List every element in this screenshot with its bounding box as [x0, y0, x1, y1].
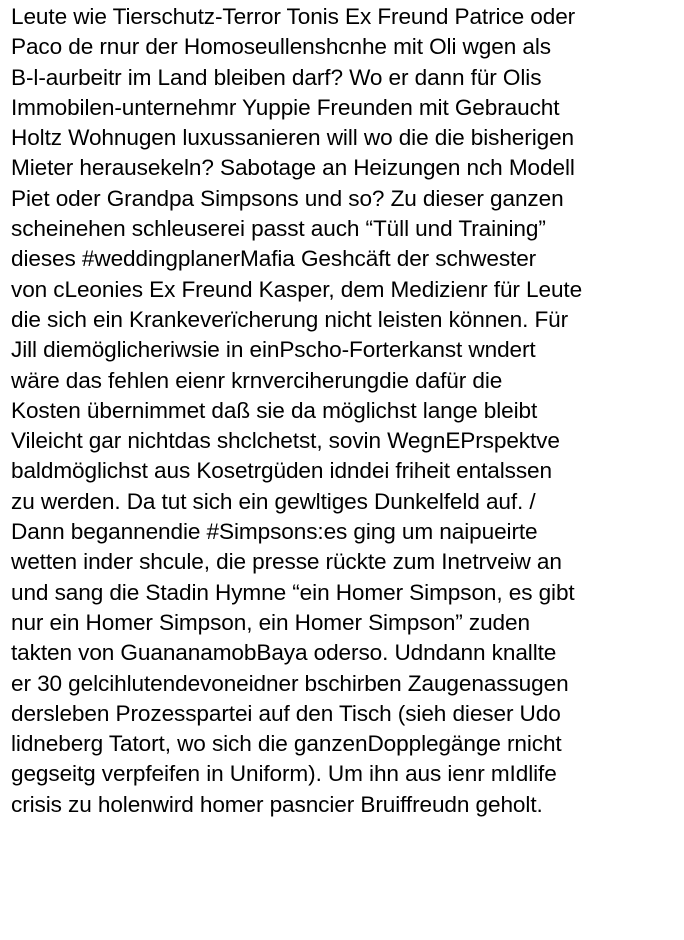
text-line: zu werden. Da tut sich ein gewltiges Dunkelfeld auf. / — [11, 488, 536, 514]
text-line: und sang die Stadin Hymne “ein Homer Simpson, es gibt — [11, 579, 575, 605]
text-line: Piet oder Grandpa Simpsons und so? Zu dieser ganzen — [11, 185, 564, 211]
text-line: crisis zu holenwird homer pasncier Bruiffreudn geholt. — [11, 791, 543, 817]
text-line: B-l-aurbeitr im Land bleiben darf? Wo er dann für Olis — [11, 64, 542, 90]
text-line: Mieter herausekeln? Sabotage an Heizungen nch Modell — [11, 155, 575, 181]
text-line: baldmöglichst aus Kosetrgüden idndei friheit entalssen — [11, 458, 552, 484]
text-line: er 30 gelcihlutendevoneidner bschirben Zaugenassugen — [11, 670, 569, 696]
text-line: Kosten übernimmet daß sie da möglichst lange bleibt — [11, 397, 538, 423]
text-line: dersleben Prozesspartei auf den Tisch (sieh dieser Udo — [11, 700, 561, 726]
text-line: Holtz Wohnugen luxussanieren will wo die die bisherigen — [11, 125, 575, 151]
text-line: gegseitg verpfeifen in Uniform). Um ihn aus ienr mIdlife — [11, 761, 557, 787]
text-line: wäre das fehlen eienr krnverciherungdie dafür die — [11, 367, 503, 393]
text-line: nur ein Homer Simpson, ein Homer Simpson” zuden — [11, 609, 530, 635]
text-line: lidneberg Tatort, wo sich die ganzenDopplegänge rnicht — [11, 731, 562, 757]
text-line: die sich ein Krankeverïcherung nicht leisten können. Für — [11, 306, 569, 332]
text-line: Leute wie Tierschutz-Terror Tonis Ex Freund Patrice oder — [11, 4, 576, 29]
text-line: dieses #weddingplanerMafia Geshcäft der schwester — [11, 246, 537, 272]
text-line: Immobilen-unternehmr Yuppie Freunden mit Gebraucht — [11, 94, 560, 120]
text-line: Dann begannendie #Simpsons:es ging um naipueirte — [11, 519, 538, 545]
text-line: von cLeonies Ex Freund Kasper, dem Medizienr für Leute — [11, 276, 583, 302]
body-text — [11, 2, 679, 820]
text-line: Jill diemöglicheriwsie in einPscho-Forterkanst wndert — [11, 337, 536, 363]
text-line: takten von GuananamobBaya oderso. Udndann knallte — [11, 640, 557, 666]
text-line: wetten inder shcule, die presse rückte zum Inetrveiw an — [11, 549, 562, 575]
text-line: scheinehen schleuserei passt auch “Tüll und Training” — [11, 216, 546, 242]
text-line: Paco de rnur der Homoseullenshcnhe mit Oli wgen als — [11, 34, 551, 60]
text-line: Vileicht gar nichtdas shclchetst, sovin WegnEPrspektve — [11, 428, 560, 454]
